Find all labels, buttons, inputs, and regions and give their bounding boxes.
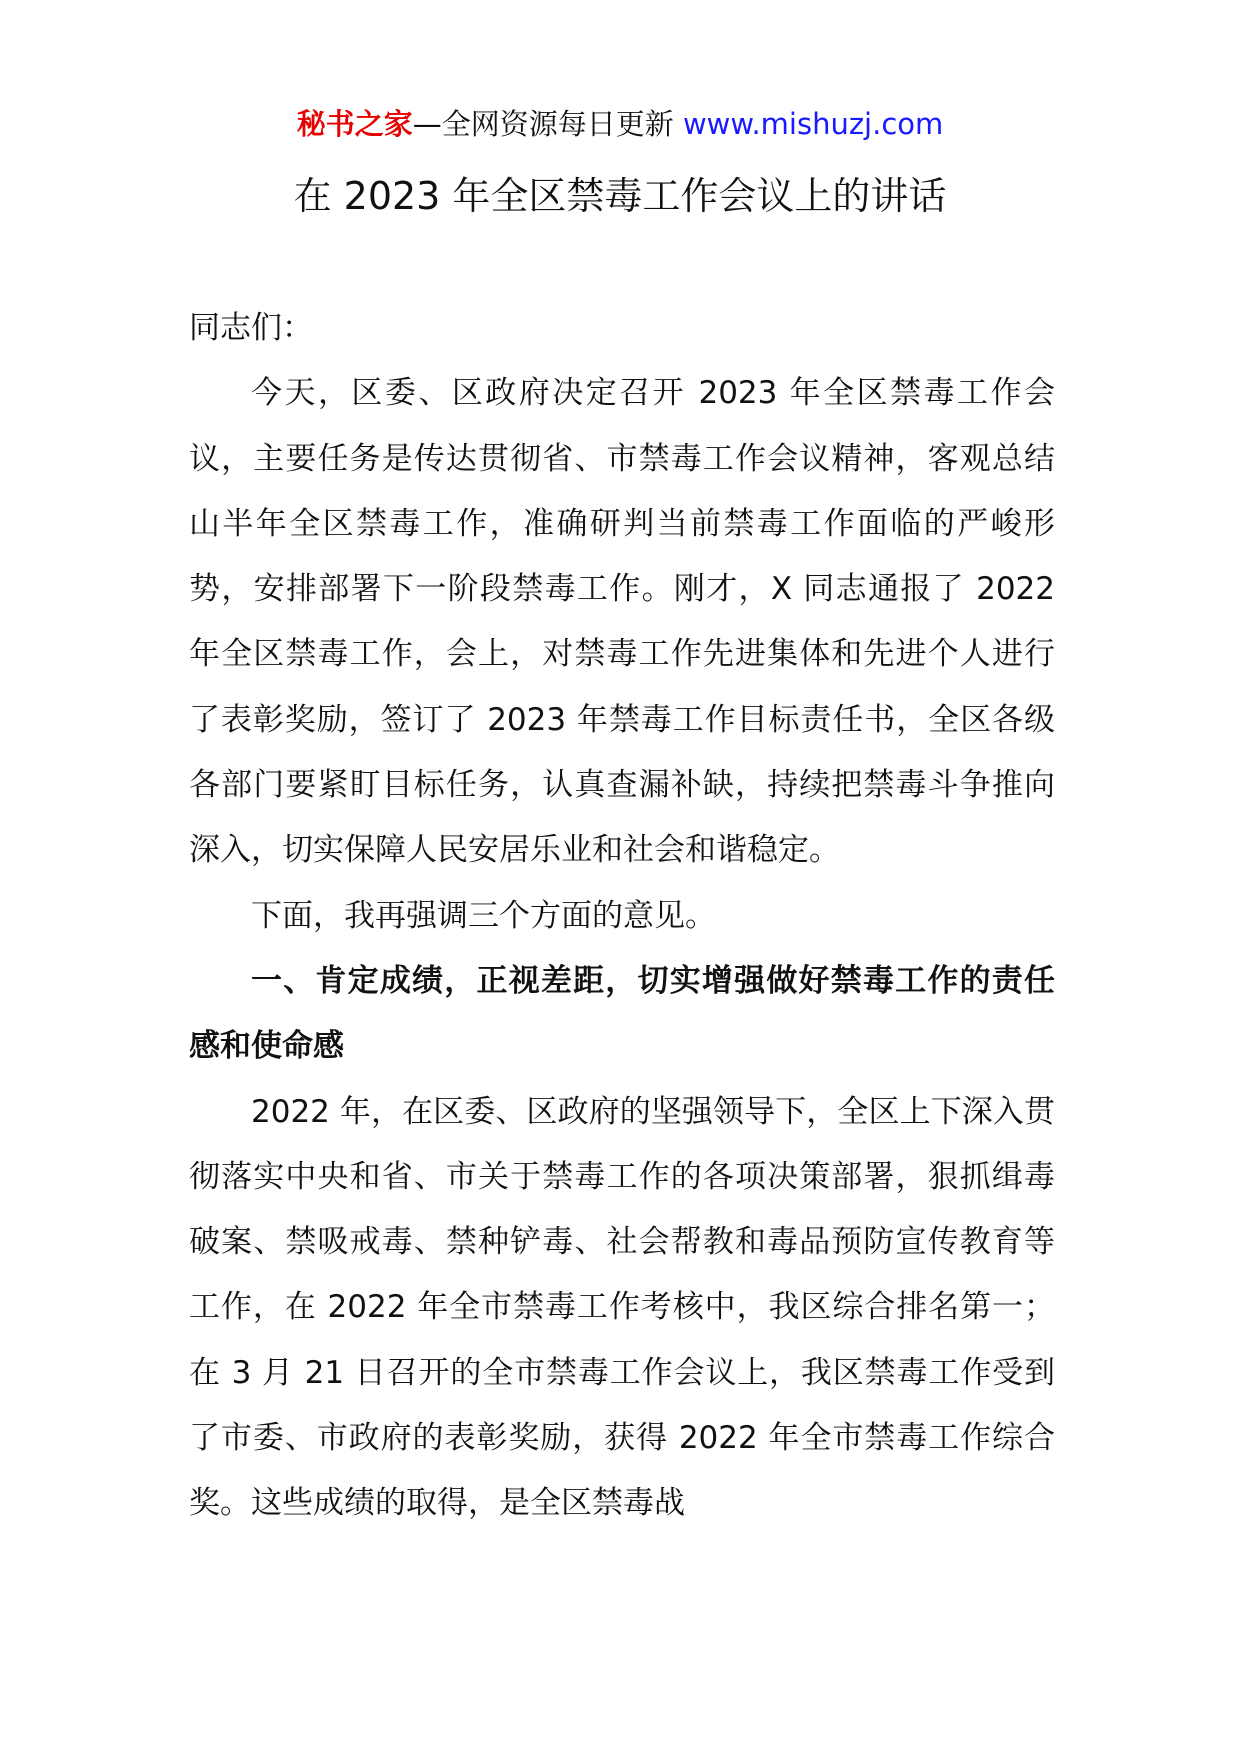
document-body bbox=[189, 296, 1055, 1537]
paragraph-transition: 下面，我再强调三个方面的意见。 bbox=[251, 897, 716, 934]
website-link[interactable]: www.mishuzj.com bbox=[682, 107, 944, 141]
paragraph-intro: 今天，区委、区政府决定召开 2023 年全区禁毒工作会议，主要任务是传达贯彻省、市禁毒工作会议精神，客观总结山半年全区禁毒工作，准确研判当前禁毒工作面临的严峻形势，安排部署下一阶段禁毒工作。刚才，X 同志通报了 2022 年全区禁毒工作，会上，对禁毒工作先进集体和先进个人进行了表彰奖励，签订了 2023 年禁毒工作目标责任书，全区各级各部门要紧盯目标任务，认真查漏补缺，持续把禁毒斗争推向深入，切实保障人民安居乐业和社会和谐稳定。 bbox=[189, 375, 1055, 869]
watermark-header bbox=[0, 102, 1240, 146]
document-title: 在 2023 年全区禁毒工作会议上的讲话 bbox=[293, 174, 947, 218]
brand-name: 秘书之家 bbox=[296, 107, 413, 141]
header-slogan: —全网资源每日更新 bbox=[412, 107, 683, 141]
paragraph-achievements: 2022 年，在区委、区政府的坚强领导下，全区上下深入贯彻落实中央和省、市关于禁毒工作的各项决策部署，狠抓缉毒破案、禁吸戒毒、禁种铲毒、社会帮教和毒品预防宣传教育等工作，在 2022 年全市禁毒工作考核中，我区综合排名第一；在 3 月 21 日召开的全市禁毒工作会议上，我区禁毒工作受到了市委、市政府的表彰奖励，获得 2022 年全市禁毒工作综合奖。这些成绩的取得，是全区禁毒战 bbox=[189, 1093, 1055, 1522]
section-heading: 一、肯定成绩，正视差距，切实增强做好禁毒工作的责任感和使命感 bbox=[189, 962, 1055, 1065]
salutation: 同志们： bbox=[189, 310, 313, 346]
